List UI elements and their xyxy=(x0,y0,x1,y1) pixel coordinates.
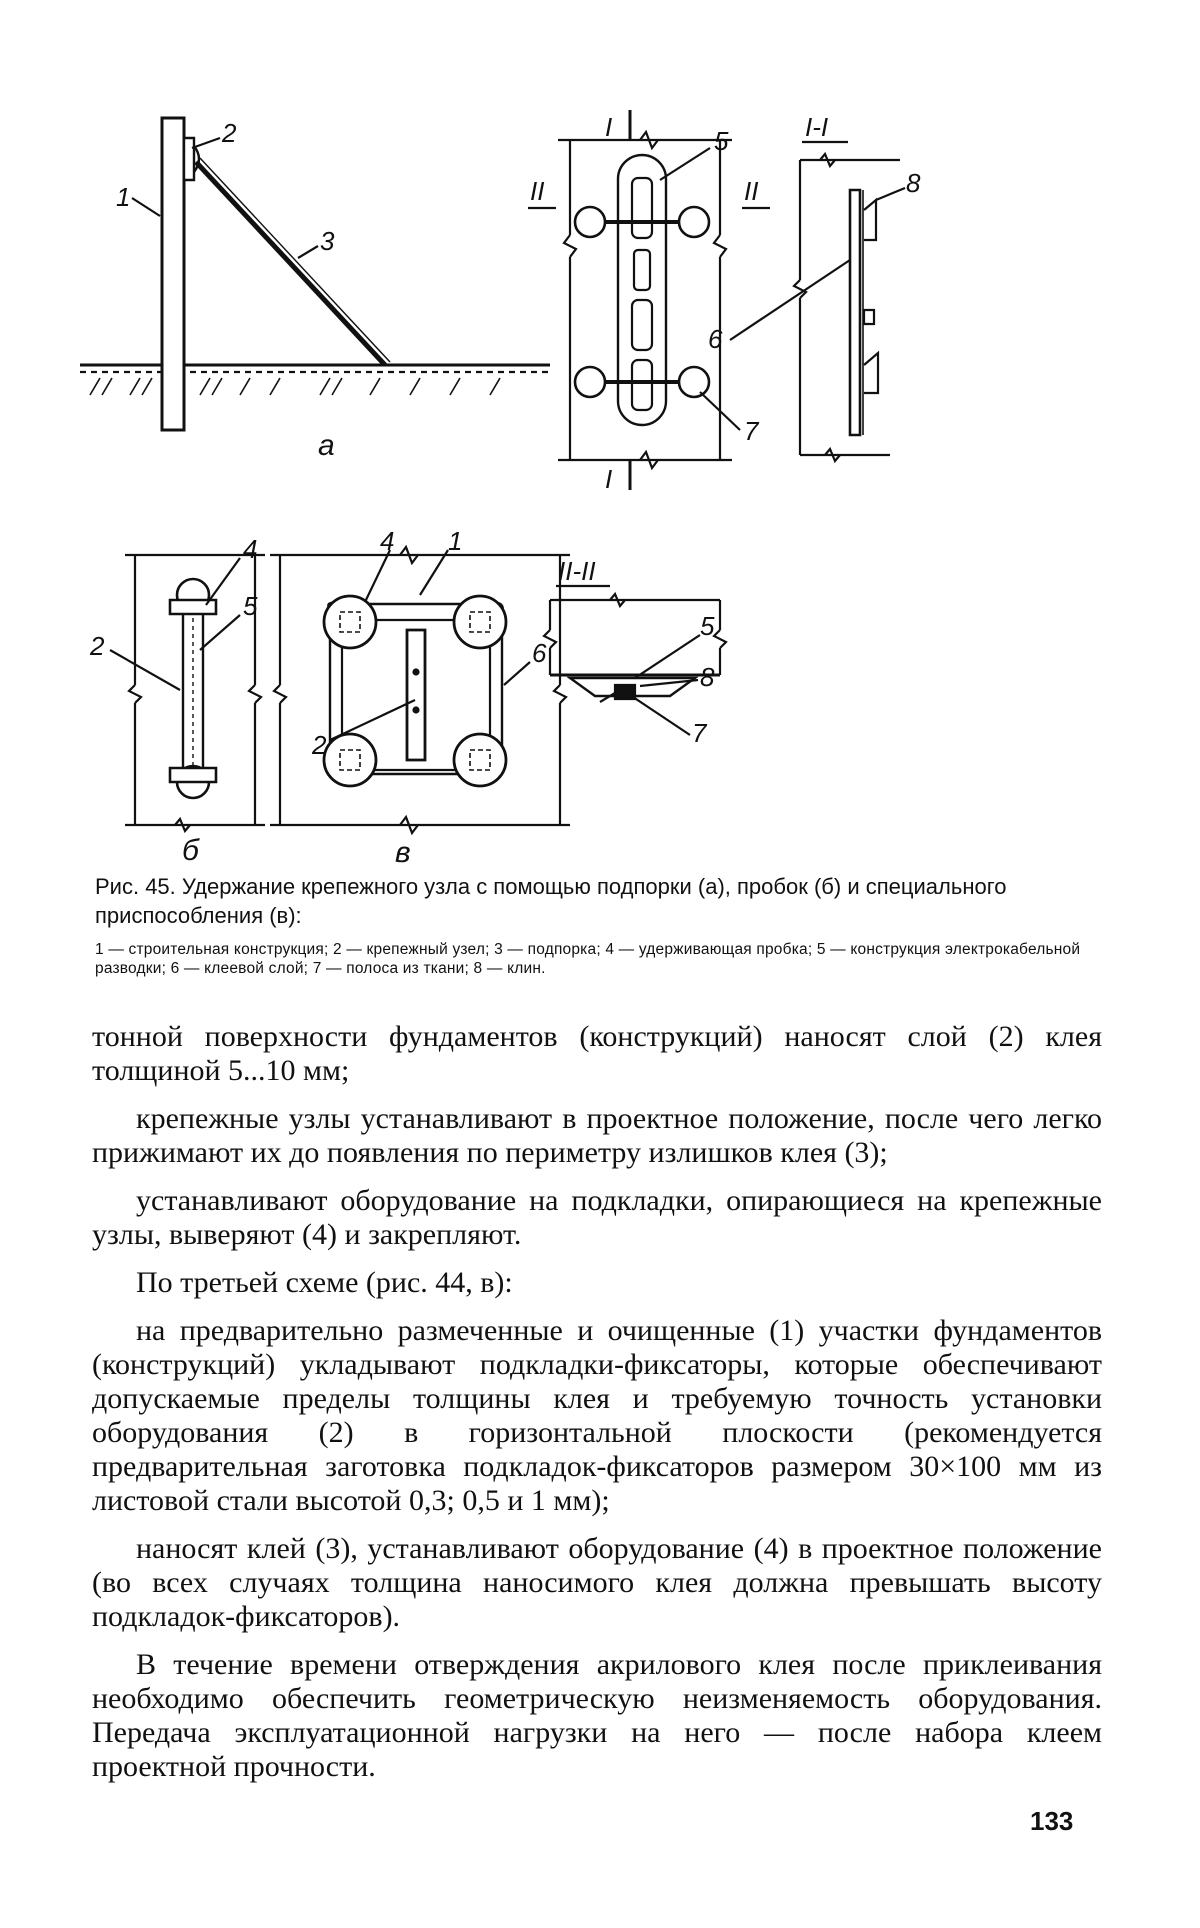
svg-text:8: 8 xyxy=(700,662,715,692)
figure-drawing xyxy=(80,110,1130,870)
svg-text:4: 4 xyxy=(380,526,395,556)
svg-text:2: 2 xyxy=(90,631,105,661)
paragraph: устанавливают оборудование на подкладки, опирающиеся на крепежные узлы, выверяют (4) и закрепляют. xyxy=(92,1184,1102,1251)
paragraph: на предварительно размеченные и очищенные (1) участки фундаментов (конструкций) укладывают подкладки-фиксаторы, которые обеспечивают допускаемые пределы толщины клея и требуемую точность установки оборудования (2) в горизонтальной плоскости (рекомендуется предварительная заготовка подкладок-фиксаторов размером 30×100 мм из листовой стали высотой 0,3; 0,5 и 1 мм); xyxy=(92,1314,1102,1517)
svg-text:I-I: I-I xyxy=(805,112,829,142)
svg-text:8: 8 xyxy=(906,168,921,198)
page-number: 133 xyxy=(1030,1806,1074,1836)
body-text xyxy=(92,1020,1102,1798)
figure-caption xyxy=(95,872,1095,978)
svg-text:6: 6 xyxy=(532,638,547,668)
sketch-v-fixture xyxy=(270,526,570,869)
sketch-section-I-I xyxy=(708,112,921,461)
svg-text:5: 5 xyxy=(714,126,729,156)
caption-title: Рис. 45. Удержание крепежного узла с помощью подпорки (а), пробок (б) и специального приспособления (в): xyxy=(95,874,1007,928)
svg-text:II: II xyxy=(530,176,545,206)
svg-text:I: I xyxy=(605,112,613,142)
paragraph: крепежные узлы устанавливают в проектное положение, после чего легко прижимают их до появления по периметру излишков клея (3); xyxy=(92,1102,1102,1169)
caption-legend: 1 — строительная конструкция; 2 — крепежный узел; 3 — подпорка; 4 — удерживающая пробка; 5 — конструкция электрокабельной разводки; 6 — клеевой слой; 7 — полоса из ткани; 8 — клин. xyxy=(95,941,1081,977)
sketch-a-prop xyxy=(80,118,550,462)
svg-text:7: 7 xyxy=(744,416,759,446)
svg-text:4: 4 xyxy=(243,534,258,564)
svg-text:1: 1 xyxy=(116,182,131,212)
svg-text:2: 2 xyxy=(222,118,237,148)
svg-text:II-II: II-II xyxy=(558,556,596,586)
svg-text:1: 1 xyxy=(448,526,463,556)
svg-text:5: 5 xyxy=(243,591,258,621)
sketch-b-label: б xyxy=(182,834,199,867)
paragraph: В течение времени отверждения акрилового клея после приклеивания необходимо обеспечить геометрическую неизменяемость оборудования. Передача эксплуатационной нагрузки на него — после набора клеем проектной прочности. xyxy=(92,1648,1102,1783)
svg-text:II: II xyxy=(744,176,759,206)
paragraph: тонной поверхности фундаментов (конструкций) наносят слой (2) клея толщиной 5...10 мм; xyxy=(92,1020,1102,1087)
svg-text:2: 2 xyxy=(312,730,327,760)
sketch-section-II-II xyxy=(544,556,726,748)
svg-text:3: 3 xyxy=(320,226,335,256)
svg-text:5: 5 xyxy=(700,611,715,641)
sketch-front-view xyxy=(528,110,770,494)
figure-45 xyxy=(80,110,1130,870)
paragraph: наносят клей (3), устанавливают оборудование (4) в проектное положение (во всех случаях толщина наносимого клея должна превышать высоту подкладок-фиксаторов). xyxy=(92,1532,1102,1633)
svg-text:7: 7 xyxy=(692,718,707,748)
svg-text:I: I xyxy=(605,464,613,494)
sketch-a-label: а xyxy=(318,429,335,462)
svg-text:6: 6 xyxy=(708,324,723,354)
paragraph: По третьей схеме (рис. 44, в): xyxy=(136,1266,513,1299)
sketch-v-label: в xyxy=(395,836,411,869)
sketch-b-plugs xyxy=(89,534,265,867)
